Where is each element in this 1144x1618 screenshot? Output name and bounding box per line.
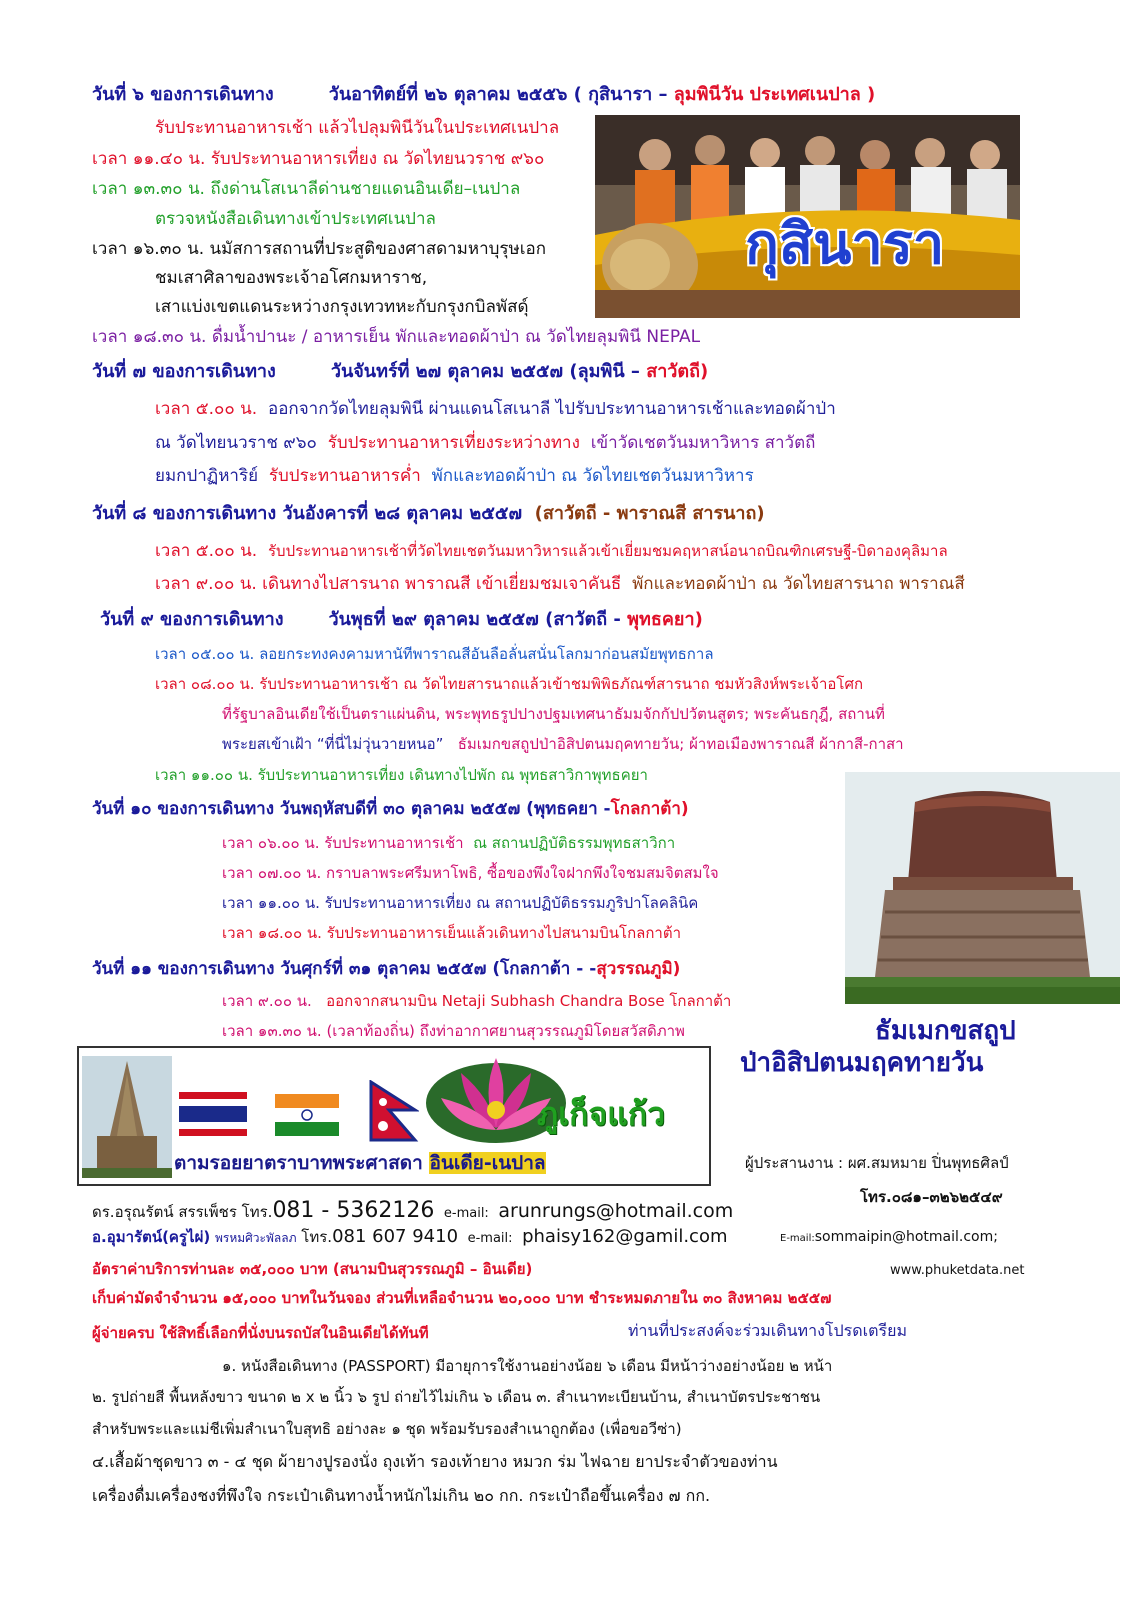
day7-header-date: วันจันทร์ที่ ๒๗ ตุลาคม ๒๕๕๗ (ลุมพินี – — [330, 361, 640, 382]
day7-text2c: เข้าวัดเชตวันมหาวิหาร สาวัตถี — [590, 433, 816, 453]
day9-header-route: พุทธคยา) — [627, 609, 703, 630]
day6-header-day: วันที่ ๖ ของการเดินทาง — [92, 84, 274, 105]
day10-header-route: โกลกาต้า) — [610, 799, 689, 819]
day9-header — [100, 609, 703, 631]
day6-header-route: ลุมพินีวัน ประเทศเนปาล ) — [673, 84, 876, 105]
day9-line3: ที่รัฐบาลอินเดียใช้เป็นตราแผ่นดิน, พระพุทธรูปปางปฐมเทศนาธัมมจักกัปปวัตนสูตร; พระคันธกุฎี, สถานที่ — [222, 705, 885, 723]
mahabodhi-temple-image — [82, 1056, 172, 1178]
day11-text1: ออกจากสนามบิน Netaji Subhash Chandra Bose โกลกาต้า — [326, 992, 732, 1010]
day11-line1 — [222, 990, 731, 1012]
day6-line1: รับประทานอาหารเช้า แล้วไปลุมพินีวันในประเทศเนปาล — [155, 118, 560, 138]
brand-name: ภูเก็จแก้ว — [537, 1095, 666, 1133]
kusinara-caption: กุสินารา — [745, 212, 945, 277]
requirement-2: ๒. รูปถ่ายสี พื้นหลังขาว ขนาด ๒ x ๒ นิ้ว ๖ รูป ถ่ายไว้ไม่เกิน ๖ เดือน ๓. สำเนาทะเบียนบ้าน, สำเนาบัตรประชาชน — [92, 1388, 821, 1406]
day6-line5: เวลา ๑๖.๓๐ น. นมัสการสถานที่ประสูติของศาสดามหาบุรุษเอก — [92, 239, 547, 259]
day8-text1: รับประทานอาหารเช้าที่วัดไทยเชตวันมหาวิหารแล้วเข้าเยี่ยมชมคฤหาสน์อนาถบิณฑิกเศรษฐี-บิดาองคุลิมาล — [268, 542, 948, 560]
banner-tagline-a: ตามรอยยาตราบาทพระศาสดา — [174, 1152, 423, 1174]
day7-text2a: ณ วัดไทยนวราช ๙๖๐ — [155, 433, 317, 453]
contact1-name: ดร.อรุณรัตน์ สรรเพ็ชร โทร. — [92, 1203, 273, 1221]
day6-header-date: วันอาทิตย์ที่ ๒๖ ตุลาคม ๒๕๕๖ ( กุสินารา – — [328, 84, 668, 105]
day10-line2: เวลา ๐๗.๐๐ น. กราบลาพระศรีมหาโพธิ, ซื้อของพึงใจฝากพึงใจชมสมจิตสมใจ — [222, 864, 719, 882]
day9-line4 — [222, 733, 904, 755]
fee-seat: ผู้จ่ายครบ ใช้สิทธิ์เลือกที่นั่งบนรถบัสในอินเดียได้ทันที — [92, 1324, 429, 1342]
day10-text1b: ณ สถานปฏิบัติธรรมพุทธสาวิกา — [473, 834, 676, 852]
contact1 — [92, 1198, 733, 1227]
day7-time1: เวลา ๕.๐๐ น. — [155, 399, 258, 419]
contact2-phone: 081 607 9410 — [332, 1226, 459, 1247]
day7-text3c: พักและทอดผ้าป่า ณ วัดไทยเชตวันมหาวิหาร — [431, 466, 754, 486]
coordinator-email — [780, 1226, 998, 1250]
day7-text3b: รับประทานอาหารค่ำ — [268, 466, 421, 486]
contact2-email-label: e-mail: — [467, 1231, 513, 1246]
requirement-1: ๑. หนังสือเดินทาง (PASSPORT) มีอายุการใช้งานอย่างน้อย ๖ เดือน มีหน้าว่างอย่างน้อย ๒ หน้า — [222, 1357, 833, 1375]
india-flag-icon — [275, 1094, 339, 1136]
day9-text4b: ธัมเมกขสถูปป่าอิสิปตนมฤคทายวัน; ผ้าทอเมืองพาราณสี ผ้ากาสี-กาสา — [457, 735, 904, 753]
fee-rate: อัตราค่าบริการท่านละ ๓๕,๐๐๐ บาท (สนามบินสุวรรณภูมิ – อินเดีย) — [92, 1260, 533, 1278]
day7-line1 — [155, 398, 836, 420]
kusinara-photo — [595, 115, 1020, 318]
day7-header-day: วันที่ ๗ ของการเดินทาง — [92, 361, 276, 382]
day8-header — [92, 503, 765, 525]
day6-line2: เวลา ๑๑.๔๐ น. รับประทานอาหารเที่ยง ณ วัดไทยนวราช ๙๖๐ — [92, 149, 545, 169]
day7-header-route: สาวัตถี) — [646, 361, 709, 382]
day11-header-route: สุวรรณภูมิ) — [596, 959, 681, 979]
day9-line2: เวลา ๐๘.๐๐ น. รับประทานอาหารเช้า ณ วัดไทยสารนาถแล้วเข้าชมพิพิธภัณฑ์สารนาถ ชมหัวสิงห์พระเจ้าอโศก — [155, 675, 864, 693]
day6-line8: เวลา ๑๘.๓๐ น. ดื่มน้ำปานะ / อาหารเย็น พักและทอดผ้าป่า ณ วัดไทยลุมพินี NEPAL — [92, 327, 701, 347]
contact1-email-label: e-mail: — [443, 1206, 489, 1221]
contact2-phone-prefix: โทร. — [301, 1228, 333, 1246]
banner-tagline — [174, 1148, 704, 1178]
day7-line2 — [155, 432, 815, 454]
contact2-name: อ.อุมารัตน์(ครูไผ่) — [92, 1228, 211, 1246]
coordinator-email-label: E-mail: — [780, 1233, 815, 1244]
tour-banner — [77, 1046, 711, 1186]
contact2-email-link[interactable]: phaisy162@gamil.com — [522, 1226, 728, 1247]
day6-line7: เสาแบ่งเขตแดนระหว่างกรุงเทวทหะกับกรุงกบิลพัสดุ์ — [155, 297, 529, 317]
day11-time1: เวลา ๙.๐๐ น. — [222, 992, 312, 1010]
banner-tagline-b: อินเดีย-เนปาล — [429, 1152, 546, 1174]
contact2-surname: พรหมศิวะพัลลภ — [215, 1231, 297, 1245]
day6-header — [92, 84, 875, 106]
day11-header-date: วันที่ ๑๑ ของการเดินทาง วันศุกร์ที่ ๓๑ ตุลาคม ๒๕๕๗ (โกลกาต้า - - — [92, 959, 597, 979]
contact2 — [92, 1224, 728, 1252]
day7-text3a: ยมกปาฏิหาริย์ — [155, 466, 259, 486]
day10-line4: เวลา ๑๘.๐๐ น. รับประทานอาหารเย็นแล้วเดินทางไปสนามบินโกลกาต้า — [222, 924, 682, 942]
stupa-caption-line1: ธัมเมกขสถูป — [875, 1016, 1016, 1046]
day8-text2b: พักและทอดผ้าป่า ณ วัดไทยสารนาถ พาราณสี — [632, 574, 965, 594]
day6-line3: เวลา ๑๓.๓๐ น. ถึงด่านโสเนาลีด่านชายแดนอินเดีย–เนปาล — [92, 179, 521, 199]
day9-header-day: วันที่ ๙ ของการเดินทาง — [100, 609, 284, 630]
coordinator-email-link[interactable]: sommaipin@hotmail.com; — [814, 1229, 998, 1245]
day10-text1a: เวลา ๐๖.๐๐ น. รับประทานอาหารเช้า — [222, 834, 464, 852]
day10-header — [92, 798, 689, 820]
day8-header-date: วันที่ ๘ ของการเดินทาง วันอังคารที่ ๒๘ ตุลาคม ๒๕๕๗ — [92, 503, 523, 524]
fee-deposit: เก็บค่ามัดจำจำนวน ๑๕,๐๐๐ บาทในวันจอง ส่วนที่เหลือจำนวน ๒๐,๐๐๐ บาท ชำระหมดภายใน ๓๐ สิงหาคม ๒๕๕๗ — [92, 1289, 832, 1307]
day8-text2a: เวลา ๙.๐๐ น. เดินทางไปสารนาถ พาราณสี เข้าเยี่ยมชมเจาคันธี — [155, 574, 622, 594]
day7-header — [92, 361, 708, 383]
day7-text1: ออกจากวัดไทยลุมพินี ผ่านแดนโสเนาลี ไปรับประทานอาหารเช้าและทอดผ้าป่า — [268, 399, 836, 419]
requirement-3: สำหรับพระและแม่ชีเพิ่มสำเนาใบสุทธิ อย่างละ ๑ ชุด พร้อมรับรองสำเนาถูกต้อง (เพื่อขอวีซ่า) — [92, 1420, 682, 1438]
day8-line2 — [155, 573, 965, 595]
stupa-image — [845, 772, 1120, 1004]
requirement-4: ๔.เสื้อผ้าชุดขาว ๓ - ๔ ชุด ผ้ายางปูรองนั่ง ถุงเท้า รองเท้ายาง หมวก ร่ม ไฟฉาย ยาประจำตัวของท่าน — [92, 1452, 778, 1471]
day8-header-route: (สาวัตถี - พาราณสี สารนาถ) — [534, 503, 765, 524]
day7-text2b: รับประทานอาหารเที่ยงระหว่างทาง — [327, 433, 580, 453]
day6-line4: ตรวจหนังสือเดินทางเข้าประเทศเนปาล — [155, 209, 436, 229]
stupa-caption-line2: ป่าอิสิปตนมฤคทายวัน — [740, 1048, 984, 1078]
day9-line5: เวลา ๑๑.๐๐ น. รับประทานอาหารเที่ยง เดินทางไปพัก ณ พุทธสาวิกาพุทธคยา — [155, 766, 648, 784]
thailand-flag-icon — [179, 1092, 247, 1136]
day7-line3 — [155, 465, 754, 487]
website-link[interactable]: www.phuketdata.net — [890, 1263, 1025, 1278]
requirement-5: เครื่องดื่มเครื่องชงที่พึงใจ กระเป๋าเดินทางน้ำหนักไม่เกิน ๒๐ กก. กระเป๋าถือขึ้นเครื่อง ๗ กก. — [92, 1486, 711, 1505]
day8-time1: เวลา ๕.๐๐ น. — [155, 541, 258, 561]
contact1-email-link[interactable]: arunrungs@hotmail.com — [498, 1200, 734, 1222]
day11-header — [92, 958, 680, 980]
coordinator-phone: โทร.๐๘๑–๓๒๖๒๕๔๙ — [860, 1188, 1003, 1206]
day10-header-date: วันที่ ๑๐ ของการเดินทาง วันพฤหัสบดีที่ ๓๐ ตุลาคม ๒๕๕๗ (พุทธคยา - — [92, 799, 611, 819]
day9-header-date: วันพุธที่ ๒๙ ตุลาคม ๒๕๕๗ (สาวัตถี - — [328, 609, 621, 630]
prepare-note: ท่านที่ประสงค์จะร่วมเดินทางโปรดเตรียม — [628, 1321, 907, 1340]
coordinator-label: ผู้ประสานงาน : ผศ.สมหมาย ปิ่นพุทธศิลป์ — [745, 1154, 1009, 1172]
contact1-phone: 081 - 5362126 — [272, 1198, 435, 1223]
day10-line3: เวลา ๑๑.๐๐ น. รับประทานอาหารเที่ยง ณ สถานปฏิบัติธรรมภูริปาโลคลินิค — [222, 894, 699, 912]
day10-line1 — [222, 832, 675, 854]
day8-line1 — [155, 540, 948, 562]
day9-line1: เวลา ๐๕.๐๐ น. ลอยกระทงคงคามหานัทีพาราณสีอันลือลั่นสนั่นโลกมาก่อนสมัยพุทธกาล — [155, 645, 714, 663]
nepal-flag-icon — [369, 1080, 419, 1142]
day11-line2: เวลา ๑๓.๓๐ น. (เวลาท้องถิ่น) ถึงท่าอากาศยานสุวรรณภูมิโดยสวัสดิภาพ — [222, 1022, 685, 1040]
dhamekh-stupa-photo — [845, 772, 1120, 1004]
day6-line6: ชมเสาศิลาของพระเจ้าอโศกมหาราช, — [155, 268, 428, 288]
day9-text4a: พระยสเข้าเฝ้า “ที่นี่ไม่วุ่นวายหนอ” — [222, 735, 444, 753]
